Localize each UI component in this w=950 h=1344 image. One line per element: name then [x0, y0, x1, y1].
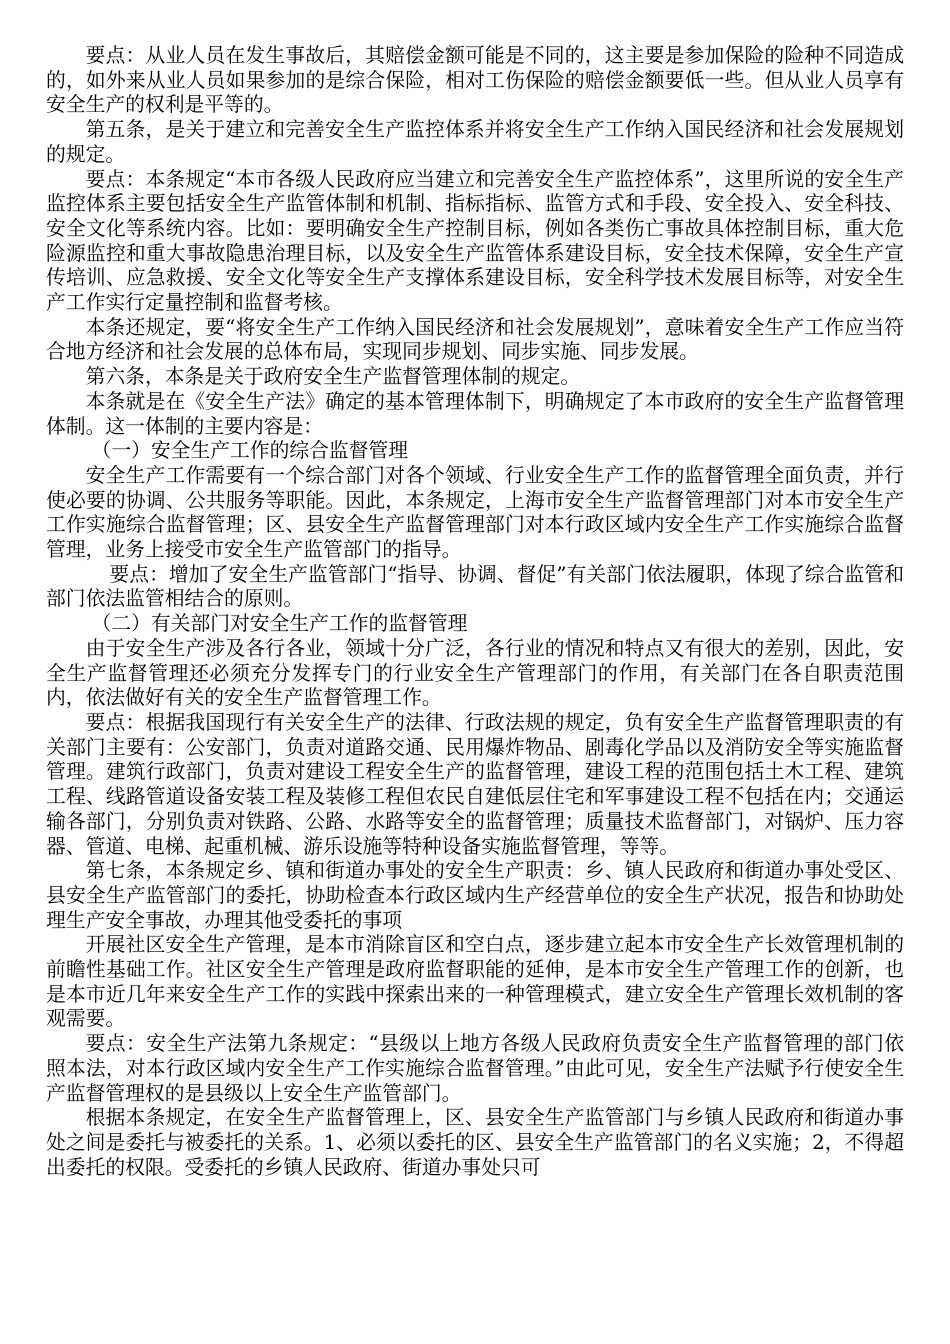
paragraph-key-point-guidance: 要点：增加了安全生产监管部门“指导、协调、督促”有关部门依法履职，体现了综合监管和部门依法监管相结合的原则。	[46, 562, 904, 611]
section-heading-2: （二）有关部门对安全生产工作的监督管理	[91, 612, 468, 636]
paragraph-department-supervision: 由于安全生产涉及各行各业，领域十分广泛，各行业的情况和特点又有很大的差别，因此，安全生产监督管理还必须充分发挥专门的行业安全生产管理部门的作用，有关部门在各自职责范围内，依法做好有关的安全生产监督管理工作。	[46, 636, 904, 710]
paragraph-article-6: 第六条，本条是关于政府安全生产监督管理体制的规定。	[85, 365, 581, 389]
paragraph-key-point-article-9: 要点：安全生产法第九条规定：“县级以上地方各级人民政府负责安全生产监督管理的部门依照本法，对本行政区域内安全生产工作实施综合监督管理。”由此可见，安全生产法赋予行使安全生产监督管理权的是县级以上安全生产监管部门。	[46, 1032, 904, 1105]
paragraph-management-system-intro: 本条就是在《安全生产法》确定的基本管理体制下，明确规定了本市政府的安全生产监督管理体制。这一体制的主要内容是：	[46, 389, 904, 438]
document-page	[46, 44, 904, 1180]
paragraph-key-point-compensation: 要点：从业人员在发生事故后，其赔偿金额可能是不同的，这主要是参加保险的险种不同造成的，如外来从业人员如果参加的是综合保险，相对工伤保险的赔偿金额要低一些。但从业人员享有安全生产的权利是平等的。	[46, 44, 904, 117]
paragraph-key-point-monitoring-system: 要点：本条规定“本市各级人民政府应当建立和完善安全生产监控体系”，这里所说的安全生产监控体系主要包括安全生产监管体制和机制、指标指标、监管方式和手段、安全投入、安全科技、安全文化等系统内容。比如：要明确安全生产控制目标，例如各类伤亡事故具体控制目标，重大危险源监控和重大事故隐患治理目标，以及安全生产监管体系建设目标，安全技术保障，安全生产宣传培训、应急救援、安全文化等安全生产支撑体系建设目标，安全科学技术发展目标等，对安全生产工作实行定量控制和监督考核。	[46, 167, 904, 315]
paragraph-community-management: 开展社区安全生产管理，是本市消除盲区和空白点，逐步建立起本市安全生产长效管理机制的前瞻性基础工作。社区安全生产管理是政府监督职能的延伸，是本市安全生产管理工作的创新，也是本市近几年来安全生产工作的实践中探索出来的一种管理模式，建立安全生产管理长效机制的客观需要。	[46, 933, 904, 1031]
paragraph-article-7: 第七条，本条规定乡、镇和街道办事处的安全生产职责：乡、镇人民政府和街道办事处受区、县安全生产监管部门的委托，协助检查本行政区域内生产经营单位的安全生产状况，报告和协助处理生产安全事故，办理其他受委托的事项	[46, 859, 904, 932]
paragraph-article-5: 第五条，是关于建立和完善安全生产监控体系并将安全生产工作纳入国民经济和社会发展规划的规定。	[46, 118, 904, 166]
section-heading-1: （一）安全生产工作的综合监督管理	[91, 439, 409, 463]
paragraph-key-point-departments: 要点：根据我国现行有关安全生产的法律、行政法规的规定，负有安全生产监督管理职责的有关部门主要有：公安部门，负责对道路交通、民用爆炸物品、剧毒化学品以及消防安全等实施监督管理。建筑行政部门，负责对建设工程安全生产的监督管理，建设工程的范围包括土木工程、建筑工程、线路管道设备安装工程及装修工程但农民自建低层住宅和军事建设工程不包括在内；交通运输各部门，分别负责对铁路、公路、水路等安全的监督管理；质量技术监督部门，对锅炉、压力容器、管道、电梯、起重机械、游乐设施等特种设备实施监督管理，等等。	[46, 710, 904, 858]
paragraph-development-plan: 本条还规定，要“将安全生产工作纳入国民经济和社会发展规划”，意味着安全生产工作应当符合地方经济和社会发展的总体布局，实现同步规划、同步实施、同步发展。	[46, 315, 904, 364]
paragraph-delegation: 根据本条规定，在安全生产监督管理上，区、县安全生产监管部门与乡镇人民政府和街道办事处之间是委托与被委托的关系。1、必须以委托的区、县安全生产监管部门的名义实施；2，不得超出委托的权限。受委托的乡镇人民政府、街道办事处只可	[46, 1106, 904, 1179]
paragraph-comprehensive-supervision: 安全生产工作需要有一个综合部门对各个领域、行业安全生产工作的监督管理全面负责，并行使必要的协调、公共服务等职能。因此，本条规定，上海市安全生产监督管理部门对本市安全生产工作实施综合监督管理；区、县安全生产监督管理部门对本行政区域内安全生产工作实施综合监督管理，业务上接受市安全生产监管部门的指导。	[46, 463, 904, 562]
